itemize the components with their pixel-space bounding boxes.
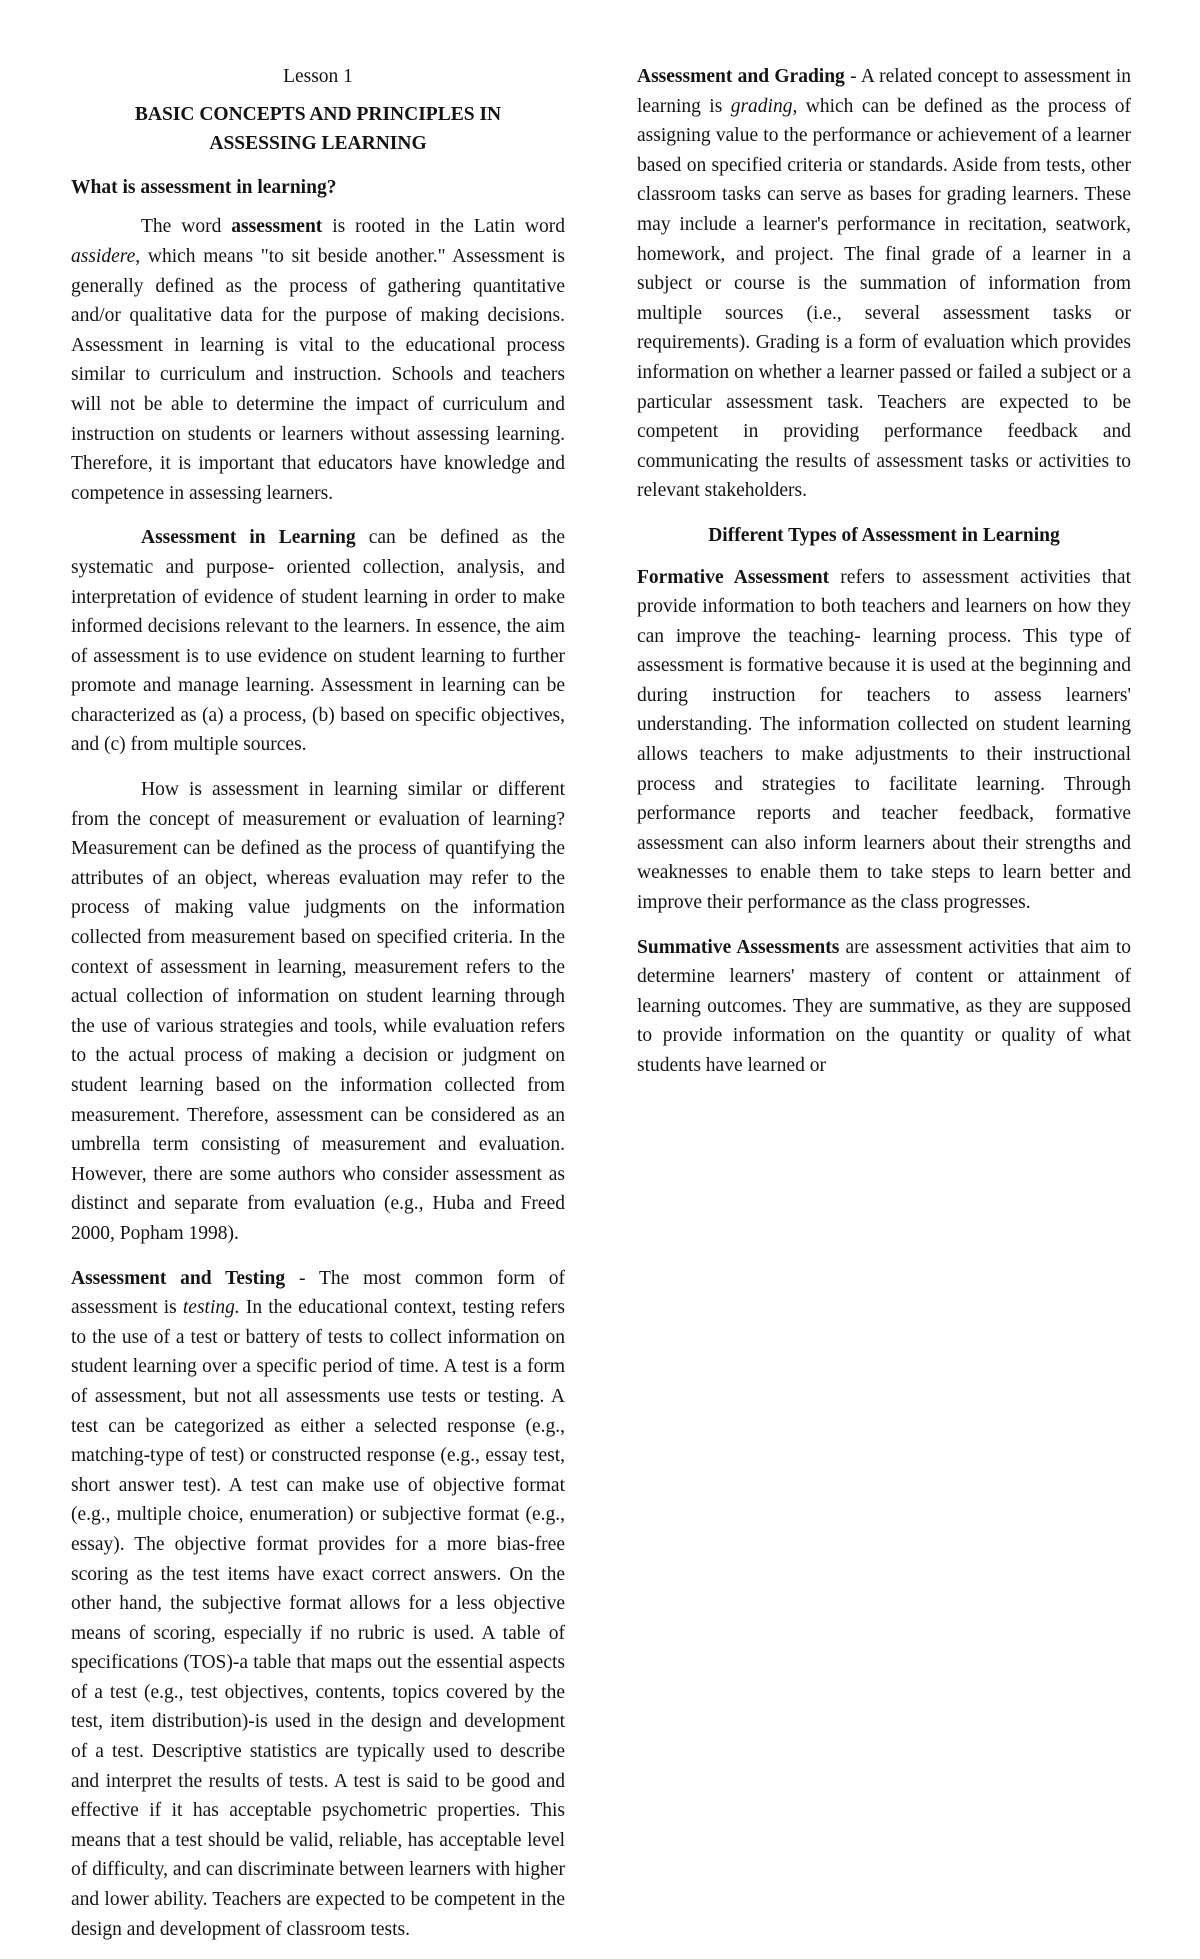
term-grading: grading: [730, 95, 793, 117]
lesson-title: [71, 100, 565, 159]
term-assessment: assessment: [231, 216, 323, 238]
left-column: [71, 62, 565, 1959]
text-run: In the educational context, testing refers to the use of a test or battery of tests to collect information on student learning over a specific period of time. A test is a form of assessment, but not all assessments use tests or testing. A test can be categorized as either a selected response (e.g., matching-type of test) or constructed response (e.g., essay test, short answer test). A test can make use of objective format (e.g., multiple choice, enumeration) or subjective format (e.g., essay). The objective format provides for a more bias-free scoring as the test items have exact correct answers. On the other hand, the subjective format allows for a less objective means of scoring, especially if no rubric is used. A table of specifications (TOS)-a table that maps out the essential aspects of a test (e.g., test objectives, contents, topics covered by the test, item distribution)-is used in the design and development of a test. Descriptive statistics are typically used to describe and interpret the results of tests. A test is said to be good and effective if it has acceptable psychometric properties. This means that a test should be valid, reliable, has acceptable level of difficulty, and can discriminate between learners with higher and lower ability. Teachers are expected to be competent in the design and development of classroom tests.: [71, 1297, 565, 1940]
term-assessment-in-learning: Assessment in Learning: [141, 527, 356, 549]
term-summative-assessments: Summative Assessments: [637, 936, 840, 958]
paragraph-summative-assessment: [637, 933, 1131, 1081]
paragraph-formative-assessment: [637, 563, 1131, 918]
right-column: [637, 62, 1131, 1096]
paragraph-measurement-evaluation: How is assessment in learning similar or different from the concept of measurement or evaluation of learning? Measurement can be defined as the process of quantifying the attributes of an object, whereas evaluation may refer to the process of making value judgments on the information collected from measurement based on specified criteria. In the context of assessment in learning, measurement refers to the actual collection of information on student learning through the use of various strategies and tools, while evaluation refers to the actual process of making a decision or judgment on student learning based on the information collected from measurement. Therefore, assessment can be considered as an umbrella term consisting of measurement and evaluation. However, there are some authors who consider assessment as distinct and separate from evaluation (e.g., Huba and Freed 2000, Popham 1998).: [71, 779, 565, 1244]
text-run: - The most common form of assessment is: [71, 1267, 565, 1319]
term-assessment-and-testing: Assessment and Testing: [71, 1267, 286, 1289]
paragraph-assessment-in-learning: [71, 523, 565, 760]
text-run: The word: [141, 216, 232, 238]
term-assessment-and-grading: Assessment and Grading: [637, 66, 845, 87]
title-line-2: ASSESSING LEARNING: [209, 133, 427, 155]
term-testing: testing.: [182, 1297, 240, 1319]
term-formative-assessment: Formative Assessment: [637, 566, 830, 588]
paragraph-assessment-and-testing: [71, 1264, 565, 1945]
term-assidere: assidere: [71, 245, 136, 267]
text-run: , which can be defined as the process of assigning value to the performance or achievement of a learner based on specified criteria or standards. Aside from tests, other classroom tasks can serve as bases for grading learners. These may include a learner's performance in recitation, seatwork, homework, and project. The final grade of a learner in a subject or course is the summation of information from multiple sources (i.e., several assessment tasks or requirements). Grading is a form of evaluation which provides information on whether a learner passed or failed a subject or a particular assessment task. Teachers are expected to be competent in providing performance feedback and communicating the results of assessment tasks or activities to relevant stakeholders.: [637, 95, 1131, 502]
lesson-number: Lesson 1: [283, 66, 353, 87]
paragraph-assessment-and-grading: [637, 62, 1131, 506]
text-run: , which means "to sit beside another." Assessment is generally defined as the process of gathering quantitative and/or qualitative data for the purpose of making decisions. Assessment in learning is vital to the educational process similar to curriculum and instruction. Schools and teachers will not be able to determine the impact of curriculum and instruction on students or learners without assessing learning. Therefore, it is important that educators have knowledge and competence in assessing learners.: [71, 245, 565, 504]
title-line-1: BASIC CONCEPTS AND PRINCIPLES IN: [134, 103, 502, 125]
paragraph-definition: [71, 212, 565, 508]
text-run: are assessment activities that aim to determine learners' mastery of content or attainment of learning outcomes. They are summative, as they are supposed to provide information on the quantity or quality of what students have learned or: [637, 936, 1132, 1076]
text-run: - A related concept to assessment in learning is: [637, 66, 1132, 117]
text-run: can be defined as the systematic and purpose- oriented collection, analysis, and interpretation of evidence of student learning in order to make informed decisions relevant to the learners. In essence, the aim of assessment is to use evidence on student learning to further promote and manage learning. Assessment in learning can be characterized as (a) a process, (b) based on specific objectives, and (c) from multiple sources.: [71, 527, 565, 756]
heading-types-of-assessment: Different Types of Assessment in Learning: [708, 524, 1060, 546]
text-run: refers to assessment activities that provide information to both teachers and learners on how they can improve the teaching- learning process. This type of assessment is formative because it is used at the beginning and during instruction for teachers to assess learners' understanding. The information collected on student learning allows teachers to make adjustments to their instructional process and strategies to facilitate learning. Through performance reports and teacher feedback, formative assessment can also inform learners about their strengths and weaknesses to enable them to take steps to learn better and improve their performance as the class progresses.: [637, 566, 1131, 914]
heading-what-is-assessment: What is assessment in learning?: [71, 176, 337, 198]
text-run: is rooted in the Latin word: [322, 216, 565, 238]
